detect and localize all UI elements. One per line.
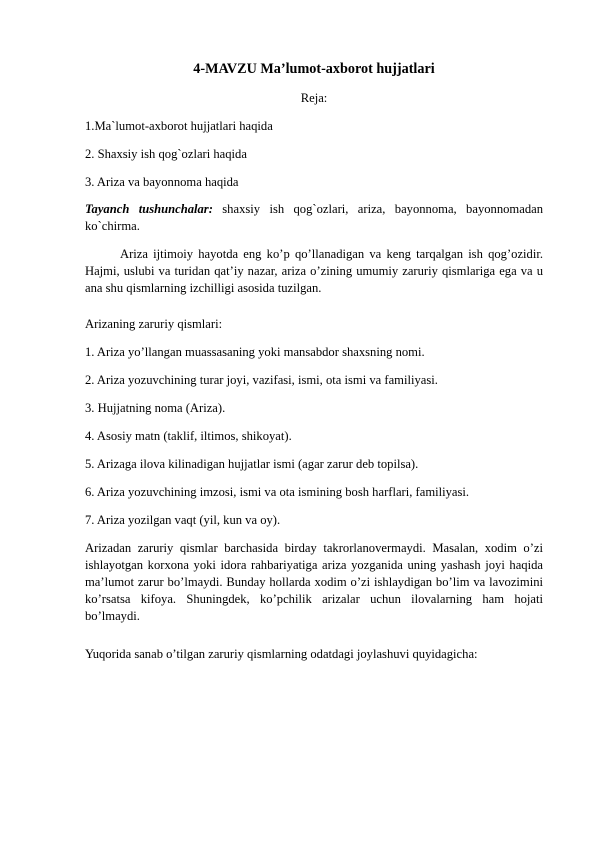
part-item: 7. Ariza yozilgan vaqt (yil, kun va oy). bbox=[85, 513, 281, 527]
key-concepts-label: Tayanch tushunchalar: bbox=[85, 202, 213, 216]
plan-item: 2. Shaxsiy ish qog`ozlari haqida bbox=[85, 147, 247, 161]
part-item: 6. Ariza yozuvchining imzosi, ismi va ota ismining bosh harflari, familiyasi. bbox=[85, 485, 470, 499]
explanation-paragraph: Arizadan zaruriy qismlar barchasida birday takrorlanovermaydi. Masalan, xodim o’zi ishlayotgan korxona yoki idora rahbariyatiga ariza yozganida uning yashash joyi haqida ma’lumot zarur bo’lmaydi. Bunday hollarda xodim o’zi ishlaydigan bo’lim va lavozimini ko’rsatsa kifoya. Shuningdek, ko’pchilik arizalar uchun ilovalarning ham hojati bo’lmaydi. bbox=[85, 541, 543, 623]
intro-paragraph: Ariza ijtimoiy hayotda eng ko’p qo’llanadigan va keng tarqalgan ish qog’ozidir. Hajmi, uslubi va turidan qat’iy nazar, ariza o’zining umumiy zaruriy qismlariga ega va u ana shu qismlarning izchilligi asosida tuzilgan. bbox=[85, 247, 543, 295]
key-concepts-text: shaxsiy ish qog`ozlari, ariza, bayonnoma, bayonnomadan ko`chirma. bbox=[85, 202, 543, 233]
plan-item: 1.Ma`lumot-axborot hujjatlari haqida bbox=[85, 119, 273, 133]
plan-label: Reja: bbox=[300, 91, 328, 105]
part-item: 3. Hujjatning noma (Ariza). bbox=[85, 401, 226, 415]
part-item: 4. Asosiy matn (taklif, iltimos, shikoyat). bbox=[85, 429, 292, 443]
part-item: 1. Ariza yo’llangan muassasaning yoki mansabdor shaxsning nomi. bbox=[85, 345, 425, 359]
part-item: 2. Ariza yozuvchining turar joyi, vazifasi, ismi, ota ismi va familiyasi. bbox=[85, 373, 438, 387]
parts-heading: Arizaning zaruriy qismlari: bbox=[85, 317, 223, 331]
document-title: 4-MAVZU Ma’lumot-axborot hujjatlari bbox=[193, 61, 435, 77]
key-concepts bbox=[85, 201, 543, 235]
plan-item: 3. Ariza va bayonnoma haqida bbox=[85, 175, 239, 189]
closing-line: Yuqorida sanab o’tilgan zaruriy qismlarning odatdagi joylashuvi quyidagicha: bbox=[85, 647, 478, 661]
part-item: 5. Arizaga ilova kilinadigan hujjatlar ismi (agar zarur deb topilsa). bbox=[85, 457, 419, 471]
